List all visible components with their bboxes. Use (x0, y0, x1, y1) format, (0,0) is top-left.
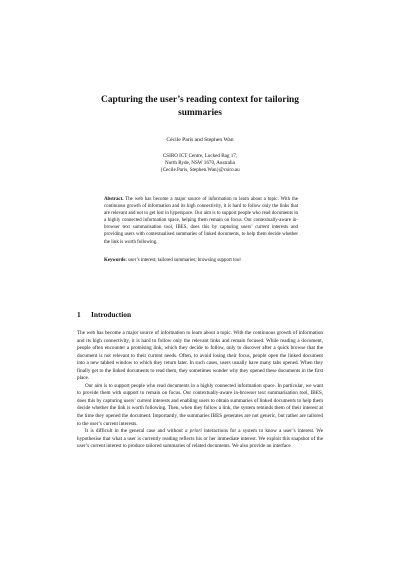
abstract-label: Abstract. (104, 197, 124, 202)
section-title: Introduction (91, 310, 132, 319)
italic-term: a priori (185, 428, 202, 435)
paragraph-text: It is difficult in the general case and without (85, 428, 186, 435)
body-text (77, 330, 323, 451)
paper-title: Capturing the user’s reading context for tailoring summaries (101, 95, 299, 118)
section-number: 1 (77, 310, 81, 319)
author-email: {Cecile.Paris, Stephen.Wan}@csiro.au (160, 167, 240, 174)
section-heading (77, 310, 131, 319)
author-affiliation (0, 153, 400, 175)
keywords-label: Keywords: (104, 258, 127, 263)
paragraph: The web has become a major source of information to learn about a topic. With the continuous growth of information and its high connectivity, it is hard to follow only the relevant links and remain focused. While reading a document, people often encounter a promising link, which they decide to follow, only to discover after a quick browse that the document is not relevant to their current needs. Often, to avoid losing their focus, people open the linked document into a new tabbed window to which they return later. In such cases, users usually have many tabs opened. When they finally get to the linked documents to read them, they sometimes wonder why they opened these documents in the first place. (77, 330, 323, 382)
paragraph-text: interactions for a system to know a user’s interest. We hypothesise that what a user is currently reading reflects his or her immediate interest. We exploit this snapshot of the user’s current interest to produce tailored summaries of related documents. We also provide an interface (77, 428, 323, 450)
paragraph: Our aim is to support people who read documents in a highly connected information space. In particular, we want to provide them with support to remain on focus. Our contextually-aware in-browser text summarisation tool, IBES, does this by capturing users’ current interests and enabling users to obtain summaries of linked documents to help them decide whether the link is worth following. Then, when they follow a link, the system reminds them of their interest at the time they opened the document. Importantly, the summaries IBES generates are not generic, but rather are tailored to the user’s current interests. (77, 382, 323, 427)
paragraph (77, 428, 323, 451)
affiliation-address: North Ryde, NSW 1670, Australia (165, 160, 235, 167)
keywords-text: user’s interest; tailored summaries; browsing support tool (128, 258, 241, 263)
keywords (104, 257, 298, 264)
abstract-text: The web has become a major source of information to learn about a topic. With the continuous growth of information and its high connectivity, it is hard to follow only the links that are relevant and not to get lost in hyperspace. Our aim is to support people who read documents in a highly connected information space, helping them remain on focus. Our contextually-aware in-browser text summarisation tool, IBES, does this by capturing users’ current interests and providing users with contextualised summaries of linked documents, to help them decide whether the link is worth following. (104, 197, 298, 245)
abstract (104, 196, 298, 246)
affiliation-org: CSIRO ICT Centre, Locked Bag 17, (162, 153, 238, 159)
paper-authors: Cécile Paris and Stephen Wan (166, 137, 234, 143)
